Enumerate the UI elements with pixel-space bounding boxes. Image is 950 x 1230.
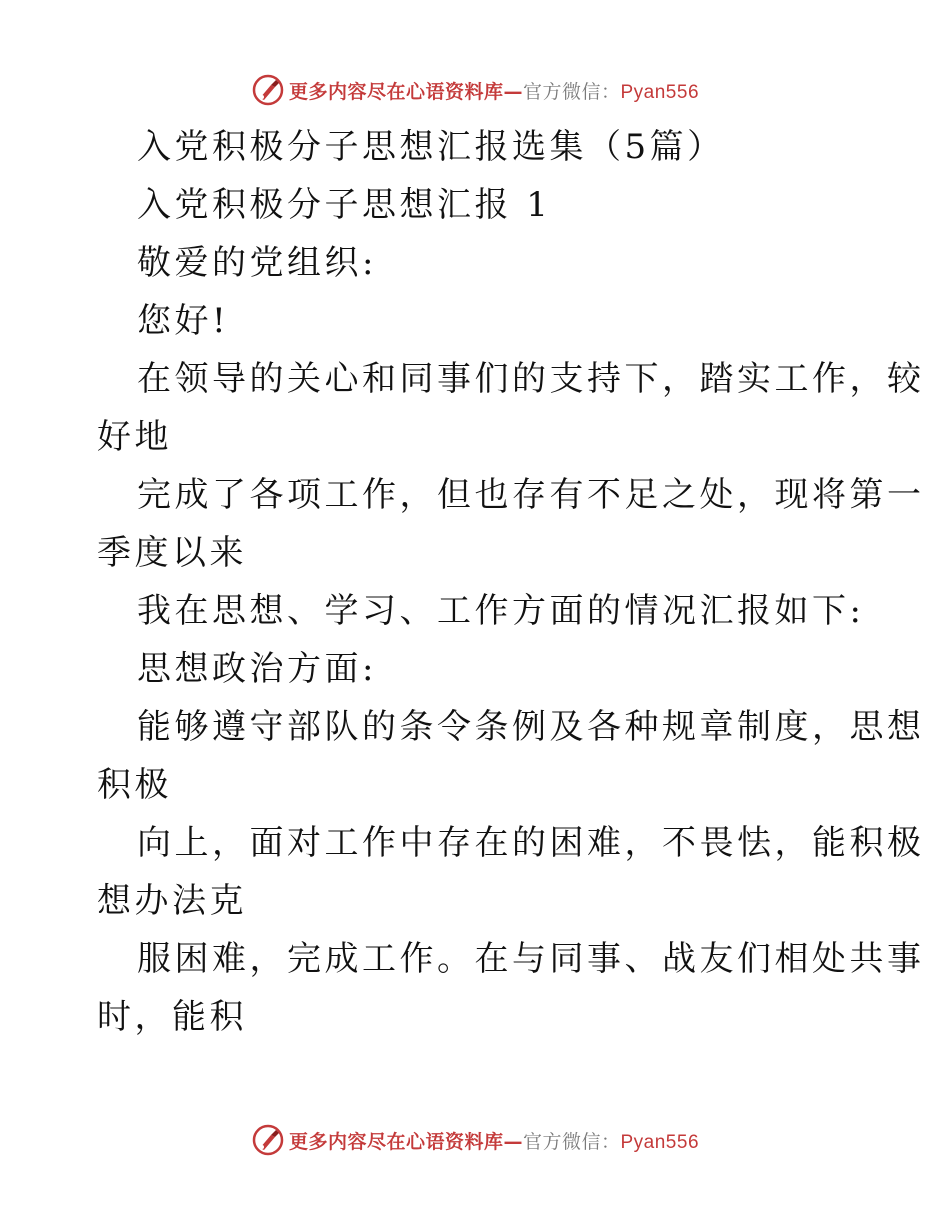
banner-text bbox=[289, 1127, 699, 1154]
banner-wechat-id: Pyan556 bbox=[620, 81, 700, 103]
footer-banner bbox=[0, 1120, 950, 1160]
body-line: 向上，面对工作中存在的困难，不畏怯，能积极 bbox=[137, 823, 925, 863]
salutation: 敬爱的党组织: bbox=[137, 243, 377, 283]
banner-dash: — bbox=[503, 1130, 523, 1153]
banner-text bbox=[289, 77, 699, 104]
document-title: 入党积极分子思想汇报选集（5篇） bbox=[137, 127, 725, 167]
body-line: 完成了各项工作，但也存有不足之处，现将第一 bbox=[137, 475, 925, 515]
banner-site-text: 更多内容尽在心语资料库 bbox=[288, 80, 504, 103]
pen-logo-icon bbox=[251, 1123, 285, 1157]
pen-logo-icon bbox=[251, 73, 285, 107]
banner-official-label: 官方微信： bbox=[522, 1130, 621, 1153]
body-line: 时，能积 bbox=[97, 997, 247, 1037]
body-line: 想办法克 bbox=[97, 881, 247, 921]
body-line: 服困难，完成工作。在与同事、战友们相处共事 bbox=[137, 939, 925, 979]
body-line: 季度以来 bbox=[97, 533, 247, 573]
body-line: 积极 bbox=[97, 765, 172, 805]
banner-official-label: 官方微信： bbox=[522, 80, 621, 103]
body-line: 在领导的关心和同事们的支持下，踏实工作，较 bbox=[137, 359, 925, 399]
body-line: 好地 bbox=[97, 417, 172, 457]
document-body bbox=[97, 118, 925, 1046]
greeting: 您好! bbox=[137, 301, 230, 341]
banner-dash: — bbox=[503, 80, 523, 103]
banner-wechat-id: Pyan556 bbox=[620, 1131, 700, 1153]
banner-site-text: 更多内容尽在心语资料库 bbox=[288, 1130, 504, 1153]
section-heading: 思想政治方面: bbox=[137, 649, 377, 689]
body-line: 我在思想、学习、工作方面的情况汇报如下: bbox=[137, 591, 865, 631]
body-line: 能够遵守部队的条令条例及各种规章制度，思想 bbox=[137, 707, 925, 747]
report-heading: 入党积极分子思想汇报 1 bbox=[137, 185, 552, 225]
header-banner bbox=[0, 70, 950, 110]
